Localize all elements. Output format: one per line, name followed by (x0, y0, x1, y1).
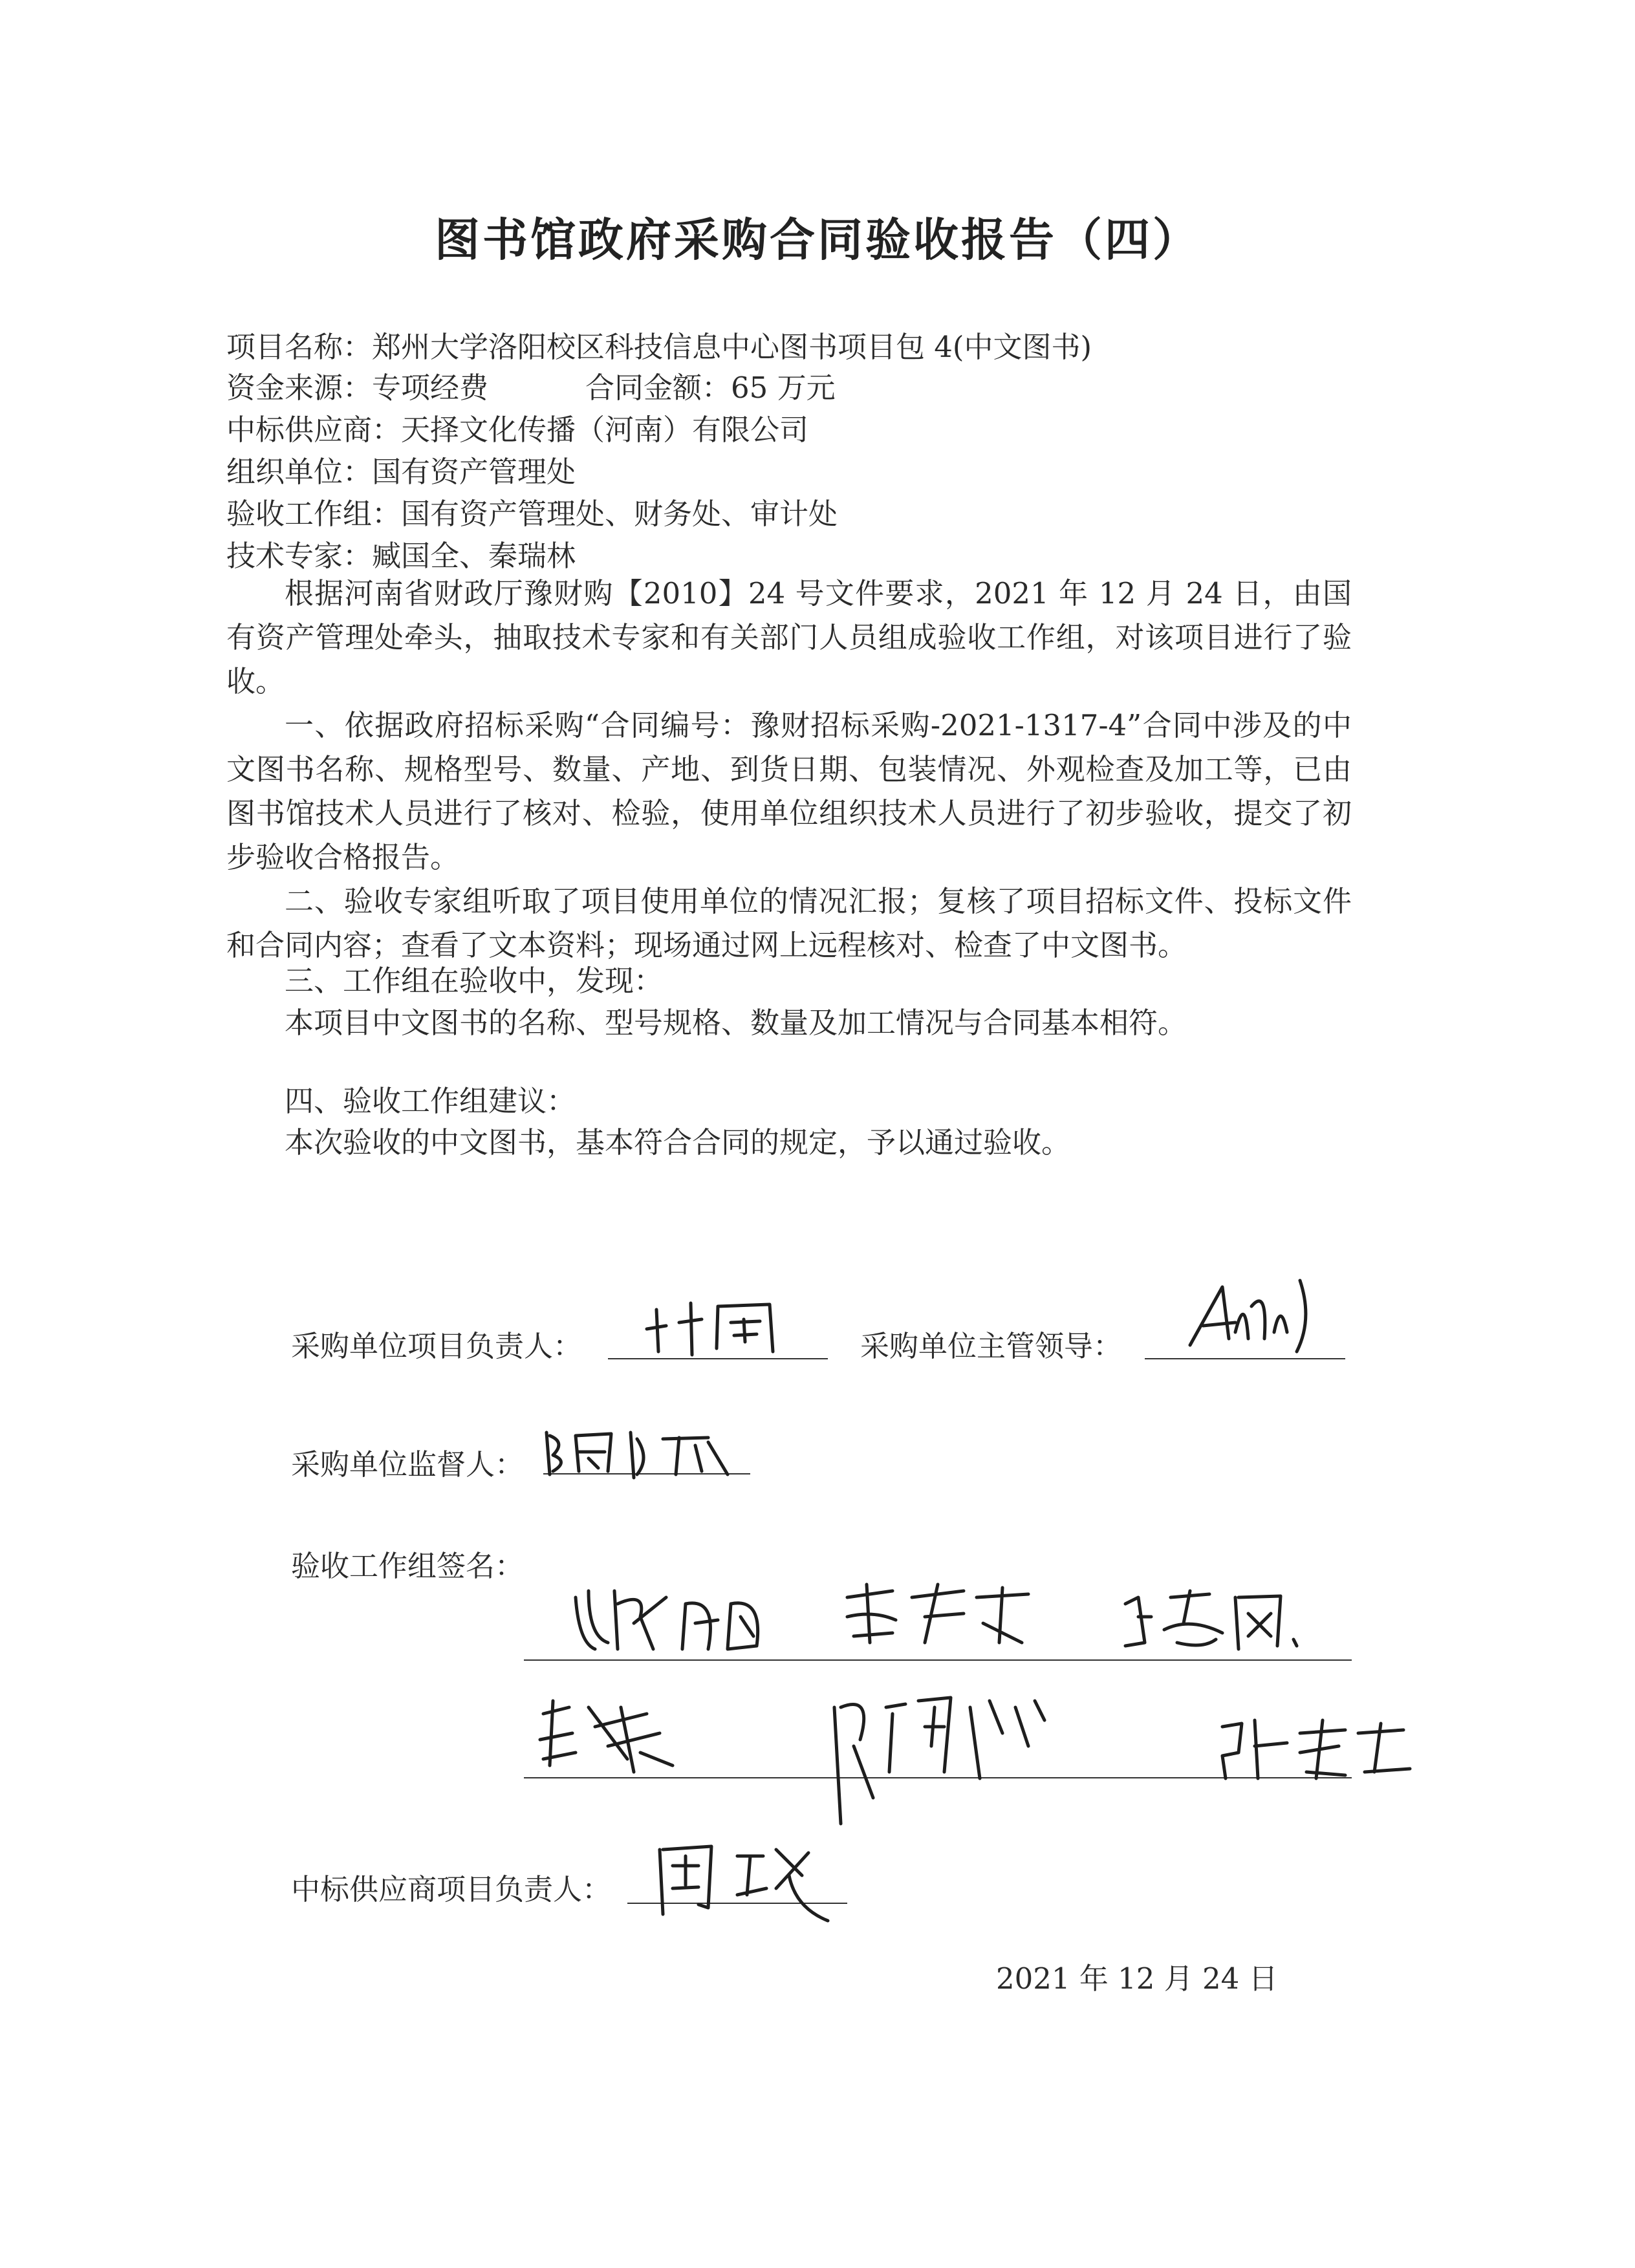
supplier-lead-label: 中标供应商项目负责人： (291, 1872, 612, 1906)
working-group: 验收工作组：国有资产管理处、财务处、审计处 (226, 497, 838, 531)
experts: 技术专家：臧国全、秦瑞林 (226, 539, 576, 573)
group-signature-1 (569, 1578, 789, 1662)
project-name: 项目名称：郑州大学洛阳校区科技信息中心图书项目包 4(中文图书) (226, 330, 1092, 364)
supervisor-leader-signature (1184, 1268, 1332, 1358)
group-signature-3 (1112, 1578, 1306, 1656)
fund-line (226, 364, 836, 406)
group-signature-6 (1209, 1707, 1423, 1785)
project-lead-signature (640, 1290, 789, 1361)
group-signature-4 (530, 1688, 698, 1778)
monitor-signature (540, 1420, 747, 1481)
fund-source: 资金来源：专项经费 (226, 371, 489, 405)
supplier: 中标供应商：天择文化传播（河南）有限公司 (226, 413, 809, 447)
section-3-heading: 三、工作组在验收中，发现： (285, 964, 664, 998)
group-label: 验收工作组签名： (291, 1549, 525, 1583)
supervisor-leader-label: 采购单位主管领导： (860, 1329, 1123, 1363)
paragraph-section-1: 一、依据政府招标采购“合同编号：豫财招标采购-2021-1317-4”合同中涉及的中文图书名称、规格型号、数量、产地、到货日期、包装情况、外观检查及加工等，已由图书馆技术人员进行了核对、检验，使用单位组织技术人员进行了初步验收，提交了初步验收合格报告。 (226, 708, 1352, 874)
organizer: 组织单位：国有资产管理处 (226, 455, 576, 489)
section-3-body: 本项目中文图书的名称、型号规格、数量及加工情况与合同基本相符。 (285, 1006, 1187, 1040)
paragraph-basis: 根据河南省财政厅豫财购【2010】24 号文件要求，2021 年 12 月 24 日，由国有资产管理处牵头，抽取技术专家和有关部门人员组成验收工作组，对该项目进行了验收。 (226, 576, 1352, 698)
section-4-heading: 四、验收工作组建议： (285, 1084, 576, 1118)
supervisor-leader-line (1145, 1358, 1345, 1359)
supplier-lead-signature (647, 1837, 841, 1927)
section-4-body: 本次验收的中文图书，基本符合合同的规定，予以通过验收。 (285, 1125, 1071, 1160)
report-date: 2021 年 12 月 24 日 (996, 1961, 1278, 1996)
paragraph-section-2: 二、验收专家组听取了项目使用单位的情况汇报；复核了项目招标文件、投标文件和合同内容；查看了文本资料；现场通过网上远程核对、检查了中文图书。 (226, 884, 1352, 962)
project-lead-label: 采购单位项目负责人： (291, 1329, 583, 1363)
document-title: 图书馆政府采购合同验收报告（四） (435, 213, 1200, 266)
monitor-label: 采购单位监督人： (291, 1447, 525, 1482)
contract-amount: 合同金额：65 万元 (585, 371, 836, 405)
group-signature-5 (821, 1681, 1080, 1830)
group-signature-2 (834, 1571, 1041, 1656)
